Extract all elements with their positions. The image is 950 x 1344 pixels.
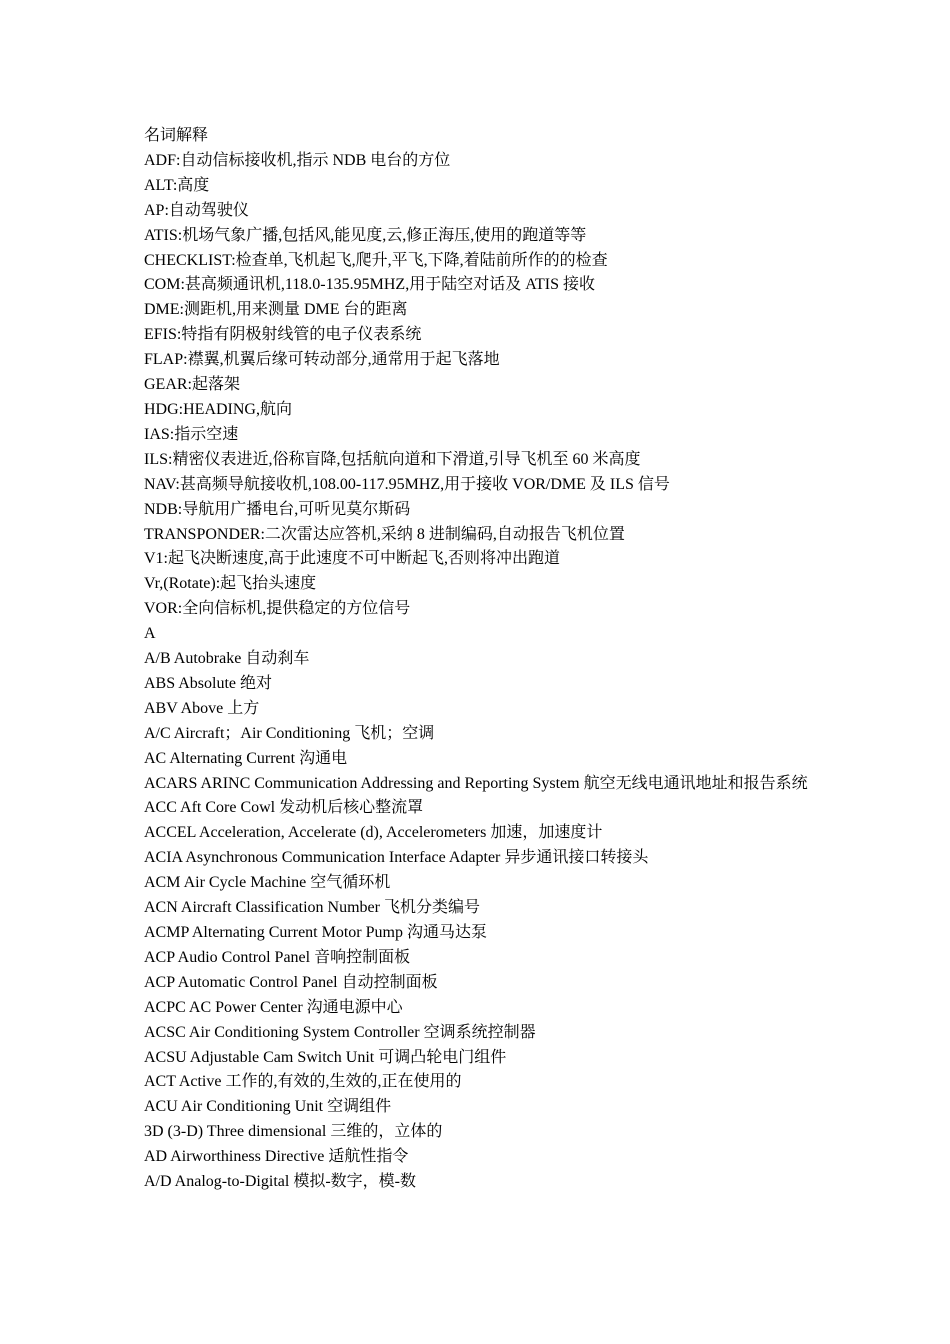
term-flap: FLAP:襟翼,机翼后缘可转动部分,通常用于起飞落地: [144, 351, 500, 369]
abbr-acu: ACU Air Conditioning Unit 空调组件: [144, 1098, 392, 1116]
term-checklist: CHECKLIST:检查单,飞机起飞,爬升,平飞,下降,着陆前所作的的检查: [144, 251, 608, 269]
abbr-acn: ACN Aircraft Classification Number 飞机分类编号: [144, 899, 480, 917]
abbr-a-d: A/D Analog-to-Digital 模拟-数字，模-数: [144, 1173, 416, 1191]
section-letter-a: A: [144, 625, 156, 643]
abbr-acsu: ACSU Adjustable Cam Switch Unit 可调凸轮电门组件: [144, 1048, 507, 1066]
term-com: COM:甚高频通讯机,118.0-135.95MHZ,用于陆空对话及 ATIS 接收: [144, 276, 595, 294]
term-efis: EFIS:特指有阴极射线管的电子仪表系统: [144, 326, 422, 344]
abbr-acmp: ACMP Alternating Current Motor Pump 沟通马达泵: [144, 924, 487, 941]
abbr-acia: ACIA Asynchronous Communication Interface Adapter 异步通讯接口转接头: [144, 849, 649, 867]
abbr-acsc: ACSC Air Conditioning System Controller 空调系统控制器: [144, 1023, 536, 1041]
abbr-ad: AD Airworthiness Directive 适航性指令: [144, 1148, 409, 1166]
term-vor: VOR:全向信标机,提供稳定的方位信号: [144, 600, 411, 618]
abbr-3d: 3D (3-D) Three dimensional 三维的，立体的: [144, 1123, 443, 1141]
abbr-abs: ABS Absolute 绝对: [144, 674, 273, 692]
abbr-ac: AC Alternating Current 沟通电: [144, 749, 348, 767]
term-v1: V1:起飞决断速度,高于此速度不可中断起飞,否则将冲出跑道: [144, 550, 561, 568]
abbr-acpc: ACPC AC Power Center 沟通电源中心: [144, 998, 403, 1016]
abbr-acp-automatic: ACP Automatic Control Panel 自动控制面板: [144, 973, 438, 991]
term-atis: ATIS:机场气象广播,包括风,能见度,云,修正海压,使用的跑道等等: [144, 226, 587, 244]
abbr-abv: ABV Above 上方: [144, 699, 260, 717]
term-vr: Vr,(Rotate):起飞抬头速度: [144, 575, 317, 593]
document-page: [144, 124, 824, 1195]
term-hdg: HDG:HEADING,航向: [144, 400, 292, 418]
term-dme: DME:测距机,用来测量 DME 台的距离: [144, 301, 408, 319]
glossary-heading: 名词解释: [144, 127, 209, 144]
abbr-acc: ACC Aft Core Cowl 发动机后核心整流罩: [144, 799, 424, 817]
term-nav: NAV:甚高频导航接收机,108.00-117.95MHZ,用于接收 VOR/DME 及 ILS 信号: [144, 475, 670, 493]
term-transponder: TRANSPONDER:二次雷达应答机,采纳 8 进制编码,自动报告飞机位置: [144, 525, 625, 543]
term-adf: ADF:自动信标接收机,指示 NDB 电台的方位: [144, 151, 451, 169]
abbr-accel: ACCEL Acceleration, Accelerate (d), Accelerometers 加速，加速度计: [144, 824, 603, 842]
term-gear: GEAR:起落架: [144, 376, 241, 394]
term-ap: AP:自动驾驶仪: [144, 201, 249, 219]
term-ndb: NDB:导航用广播电台,可听见莫尔斯码: [144, 500, 411, 518]
abbr-acp-audio: ACP Audio Control Panel 音响控制面板: [144, 948, 411, 966]
abbr-acars: ACARS ARINC Communication Addressing and Reporting System 航空无线电通讯地址和报告系统: [144, 774, 808, 792]
term-ils: ILS:精密仪表进近,俗称盲降,包括航向道和下滑道,引导飞机至 60 米高度: [144, 450, 641, 468]
abbr-a-c: A/C Aircraft；Air Conditioning 飞机；空调: [144, 724, 435, 742]
abbr-acm: ACM Air Cycle Machine 空气循环机: [144, 874, 391, 892]
term-ias: IAS:指示空速: [144, 425, 239, 443]
term-alt: ALT:高度: [144, 176, 210, 194]
abbr-act: ACT Active 工作的,有效的,生效的,正在使用的: [144, 1073, 462, 1091]
abbr-a-b: A/B Autobrake 自动刹车: [144, 650, 310, 668]
